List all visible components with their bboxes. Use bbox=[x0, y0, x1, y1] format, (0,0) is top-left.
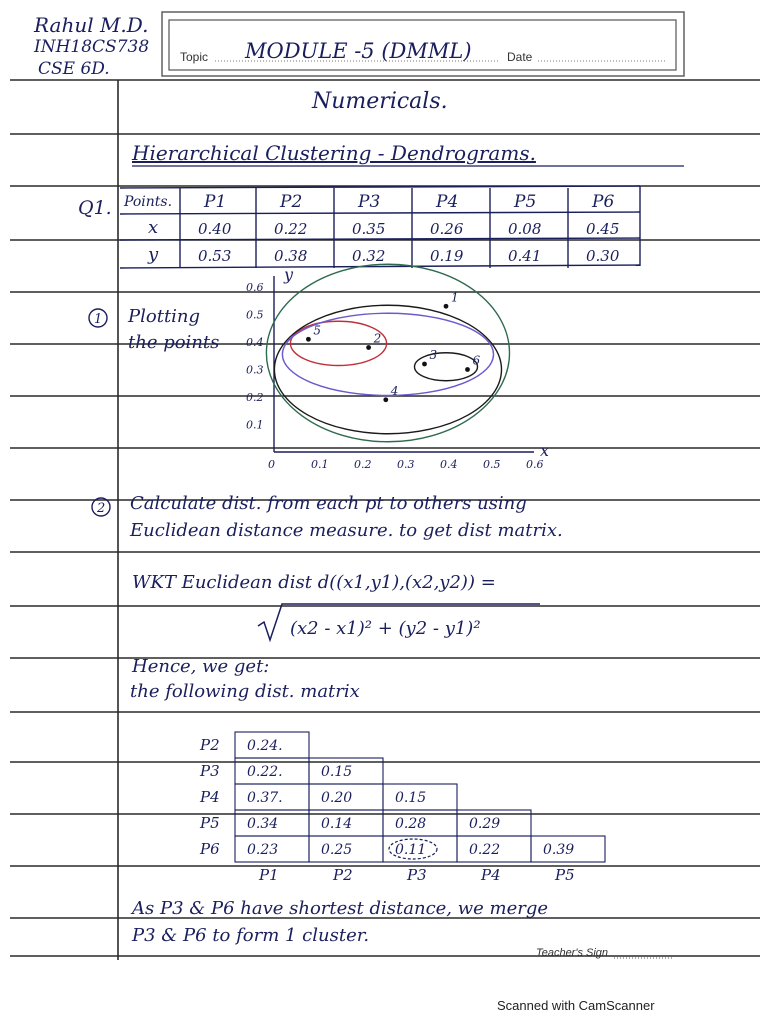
x-tick-label: 0.4 bbox=[440, 458, 458, 471]
y-value-cell: 0.30 bbox=[586, 247, 620, 265]
y-value-cell: 0.38 bbox=[274, 247, 308, 265]
step1-line2: the points bbox=[128, 332, 220, 353]
matrix-col-label: P3 bbox=[407, 866, 427, 884]
point-label: 4 bbox=[390, 383, 399, 398]
x-value-cell: 0.26 bbox=[430, 220, 464, 238]
matrix-value: 0.29 bbox=[469, 816, 501, 832]
matrix-value: 0.24. bbox=[247, 738, 283, 754]
point-label: 6 bbox=[472, 353, 481, 368]
distance-matrix bbox=[199, 732, 605, 884]
x-value-cell: 0.22 bbox=[274, 220, 308, 238]
matrix-value: 0.34 bbox=[247, 816, 279, 832]
data-point bbox=[383, 397, 388, 402]
conclusion-line2: P3 & P6 to form 1 cluster. bbox=[132, 925, 370, 946]
data-point bbox=[444, 304, 449, 309]
matrix-value: 0.15 bbox=[321, 764, 353, 780]
x-value-cell: 0.08 bbox=[508, 220, 542, 238]
x-value-cell: 0.40 bbox=[198, 220, 232, 238]
y-tick-label: 0.1 bbox=[246, 418, 264, 432]
x-value-cell: 0.35 bbox=[352, 220, 386, 238]
y-axis-label: y bbox=[284, 265, 294, 284]
x-tick-label: 0.5 bbox=[483, 458, 501, 471]
matrix-col-label: P5 bbox=[555, 866, 575, 884]
y-tick-label: 0.6 bbox=[246, 281, 264, 294]
subtitle: Hierarchical Clustering - Dendrograms. bbox=[132, 141, 536, 165]
class-section: CSE 6D. bbox=[38, 59, 110, 79]
conclusion-line1: As P3 & P6 have shortest distance, we merge bbox=[132, 898, 549, 919]
y-tick-label: 0.3 bbox=[246, 363, 264, 377]
topic-value: MODULE -5 (DMML) bbox=[245, 39, 472, 63]
student-name: Rahul M.D. bbox=[34, 13, 149, 37]
matrix-value: 0.25 bbox=[321, 842, 353, 858]
point-label: 5 bbox=[313, 323, 322, 338]
matrix-value: 0.14 bbox=[321, 816, 353, 832]
step2-line2: Euclidean distance measure. to get dist matrix. bbox=[130, 520, 563, 541]
matrix-value: 0.39 bbox=[543, 842, 575, 858]
hence-line1: Hence, we get: bbox=[132, 656, 270, 677]
matrix-value: 0.15 bbox=[395, 790, 427, 806]
question-label: Q1. bbox=[78, 197, 112, 219]
x-tick-label: 0.1 bbox=[311, 458, 329, 471]
matrix-col-label: P2 bbox=[333, 866, 353, 884]
cluster-outline bbox=[415, 353, 478, 381]
point-label: 2 bbox=[373, 331, 382, 346]
matrix-value: 0.11 bbox=[395, 842, 427, 858]
matrix-value: 0.22. bbox=[247, 764, 283, 780]
points-header: Points. bbox=[124, 194, 173, 210]
point-label: 1 bbox=[451, 290, 459, 305]
points-table-cells bbox=[198, 192, 620, 265]
ruled-lines bbox=[10, 80, 760, 956]
matrix-value: 0.23 bbox=[247, 842, 279, 858]
step2-number: 2 bbox=[97, 501, 106, 516]
x-tick-label: 0.6 bbox=[526, 458, 544, 471]
matrix-col-label: P1 bbox=[259, 866, 279, 884]
matrix-value: 0.37. bbox=[247, 790, 283, 806]
scatter-plot bbox=[246, 264, 549, 471]
page-title: Numericals. bbox=[312, 89, 448, 114]
matrix-value: 0.22 bbox=[469, 842, 501, 858]
matrix-row-label: P6 bbox=[200, 840, 220, 858]
teachers-sign-label: Teacher's Sign bbox=[536, 947, 609, 959]
y-tick-label: 0.2 bbox=[246, 391, 264, 404]
points-col-header: P2 bbox=[280, 192, 303, 212]
formula-line2: (x2 - x1)² + (y2 - y1)² bbox=[290, 618, 481, 639]
y-value-cell: 0.19 bbox=[430, 247, 464, 265]
step2-line1: Calculate dist. from each pt to others using bbox=[130, 493, 527, 514]
matrix-row-label: P2 bbox=[200, 736, 220, 754]
points-col-header: P6 bbox=[592, 192, 615, 212]
points-col-header: P3 bbox=[358, 192, 381, 212]
step1-line1: Plotting bbox=[128, 306, 201, 327]
topic-label: Topic bbox=[180, 50, 209, 64]
step1-number: 1 bbox=[94, 312, 103, 327]
x-tick-label: 0.3 bbox=[397, 458, 415, 471]
usn: INH18CS738 bbox=[34, 37, 150, 57]
x-tick-label: 0 bbox=[268, 458, 275, 471]
formula-line1: WKT Euclidean dist d((x1,y1),(x2,y2)) = bbox=[132, 572, 496, 593]
y-value-cell: 0.41 bbox=[508, 247, 542, 265]
x-value-cell: 0.45 bbox=[586, 220, 620, 238]
x-axis-label: x bbox=[540, 441, 550, 460]
matrix-value: 0.28 bbox=[395, 816, 427, 832]
y-tick-label: 0.5 bbox=[246, 308, 264, 322]
date-label: Date bbox=[507, 50, 533, 64]
data-point bbox=[366, 345, 371, 350]
y-value-cell: 0.32 bbox=[352, 247, 386, 265]
data-point bbox=[306, 337, 311, 342]
y-row-header: y bbox=[148, 244, 159, 265]
data-point bbox=[465, 367, 470, 372]
matrix-row-label: P3 bbox=[200, 762, 220, 780]
y-tick-label: 0.4 bbox=[246, 336, 264, 349]
matrix-col-label: P4 bbox=[481, 866, 501, 884]
data-point bbox=[422, 362, 427, 367]
matrix-value: 0.20 bbox=[321, 790, 353, 806]
point-label: 3 bbox=[429, 348, 438, 362]
points-col-header: P1 bbox=[204, 192, 227, 212]
points-col-header: P5 bbox=[514, 192, 537, 212]
scanner-footer: Scanned with CamScanner bbox=[497, 998, 655, 1013]
points-col-header: P4 bbox=[436, 192, 459, 212]
x-tick-label: 0.2 bbox=[354, 458, 372, 471]
x-row-header: x bbox=[148, 217, 159, 238]
y-value-cell: 0.53 bbox=[198, 247, 232, 265]
hence-line2: the following dist. matrix bbox=[130, 681, 360, 702]
matrix-row-label: P5 bbox=[200, 814, 220, 832]
matrix-row-label: P4 bbox=[200, 788, 220, 806]
